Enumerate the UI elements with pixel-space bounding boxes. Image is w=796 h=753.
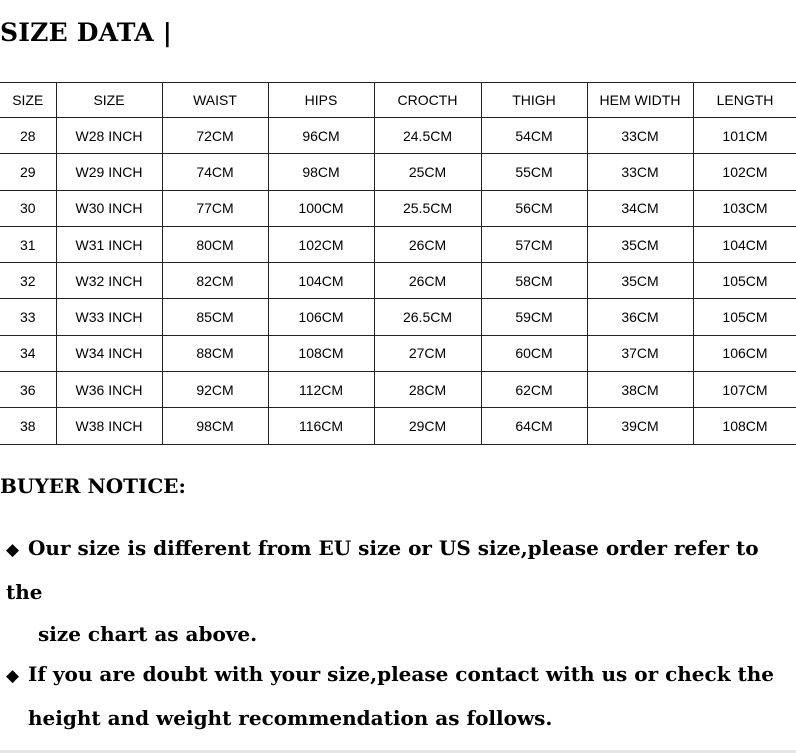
cell-crotch: 25CM [374,154,481,190]
cell-thigh: 57CM [481,226,587,262]
cell-size-inch: W31 INCH [56,226,162,262]
cell-length: 105CM [693,299,796,335]
cell-crotch: 29CM [374,408,481,444]
table-row [0,263,796,299]
cell-hips: 106CM [268,299,374,335]
cell-size-inch: W30 INCH [56,190,162,226]
cell-length: 104CM [693,226,796,262]
cell-size-number: 34 [0,335,56,371]
cell-size-number: 32 [0,263,56,299]
notice-item-contact-us [6,653,796,739]
cell-hem-width: 37CM [587,335,693,371]
diamond-bullet-icon: ◆ [6,540,20,560]
header-size-inch: SIZE [56,83,162,118]
buyer-notice-title: BUYER NOTICE: [0,474,186,498]
table-row [0,154,796,190]
cell-waist: 98CM [162,408,268,444]
header-crotch: CROCTH [374,83,481,118]
cell-length: 107CM [693,372,796,408]
table-row [0,190,796,226]
cell-size-number: 33 [0,299,56,335]
cell-hem-width: 35CM [587,263,693,299]
cell-thigh: 55CM [481,154,587,190]
cell-hem-width: 38CM [587,372,693,408]
cell-hem-width: 33CM [587,118,693,154]
notice-line: If you are doubt with your size,please contact with us or check the [28,662,775,686]
cell-hem-width: 33CM [587,154,693,190]
cell-length: 103CM [693,190,796,226]
cell-thigh: 54CM [481,118,587,154]
cell-crotch: 24.5CM [374,118,481,154]
cell-hips: 108CM [268,335,374,371]
cell-size-number: 31 [0,226,56,262]
cell-length: 101CM [693,118,796,154]
cell-waist: 92CM [162,372,268,408]
cell-thigh: 64CM [481,408,587,444]
page-title: SIZE DATA | [0,18,173,47]
cell-size-inch: W38 INCH [56,408,162,444]
cell-hips: 116CM [268,408,374,444]
cell-size-inch: W29 INCH [56,154,162,190]
notice-line-continued: size chart as above. [38,622,258,646]
table-row [0,226,796,262]
cell-thigh: 60CM [481,335,587,371]
cell-waist: 80CM [162,226,268,262]
cell-thigh: 62CM [481,372,587,408]
header-size-number: SIZE [0,83,56,118]
table-header-row [0,83,796,118]
cell-hips: 98CM [268,154,374,190]
cell-size-inch: W36 INCH [56,372,162,408]
cell-size-inch: W28 INCH [56,118,162,154]
cell-hips: 104CM [268,263,374,299]
cell-size-number: 29 [0,154,56,190]
cell-hem-width: 34CM [587,190,693,226]
notice-item-size-difference [6,527,796,655]
cell-crotch: 28CM [374,372,481,408]
cell-hem-width: 39CM [587,408,693,444]
cell-size-inch: W32 INCH [56,263,162,299]
table-row [0,118,796,154]
header-thigh: THIGH [481,83,587,118]
cell-waist: 88CM [162,335,268,371]
table-row [0,299,796,335]
cell-size-number: 36 [0,372,56,408]
cell-hips: 102CM [268,226,374,262]
table-row [0,372,796,408]
table-row [0,335,796,371]
cell-hips: 100CM [268,190,374,226]
notice-line: Our size is different from EU size or US size,please order refer to the [6,536,759,604]
cell-waist: 72CM [162,118,268,154]
cell-size-number: 38 [0,408,56,444]
diamond-bullet-icon: ◆ [6,666,20,686]
cell-length: 102CM [693,154,796,190]
notice-line-continued: height and weight recommendation as follows. [28,706,553,730]
cell-crotch: 27CM [374,335,481,371]
cell-waist: 82CM [162,263,268,299]
header-waist: WAIST [162,83,268,118]
cell-size-number: 30 [0,190,56,226]
cell-hips: 96CM [268,118,374,154]
cell-size-inch: W34 INCH [56,335,162,371]
cell-waist: 85CM [162,299,268,335]
cell-crotch: 26CM [374,226,481,262]
cell-crotch: 26CM [374,263,481,299]
header-hem-width: HEM WIDTH [587,83,693,118]
cell-size-number: 28 [0,118,56,154]
cell-hips: 112CM [268,372,374,408]
cell-thigh: 56CM [481,190,587,226]
cell-crotch: 26.5CM [374,299,481,335]
cell-waist: 74CM [162,154,268,190]
cell-thigh: 59CM [481,299,587,335]
cell-length: 108CM [693,408,796,444]
header-length: LENGTH [693,83,796,118]
cell-size-inch: W33 INCH [56,299,162,335]
cell-thigh: 58CM [481,263,587,299]
size-chart-table [0,82,796,445]
cell-crotch: 25.5CM [374,190,481,226]
cell-hem-width: 36CM [587,299,693,335]
table-row [0,408,796,444]
cell-length: 105CM [693,263,796,299]
cell-hem-width: 35CM [587,226,693,262]
cell-length: 106CM [693,335,796,371]
cell-waist: 77CM [162,190,268,226]
header-hips: HIPS [268,83,374,118]
